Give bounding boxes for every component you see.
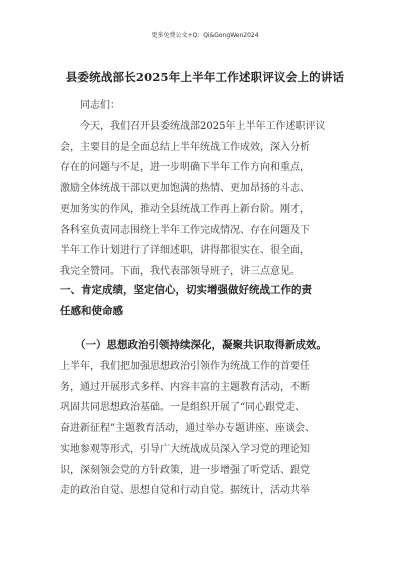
paragraph-line: 实地参观等形式，引导广大统战成员深入学习党的理论知: [60, 443, 310, 455]
paragraph-line: 激励全体统战干部以更加饱满的热情、更加昂扬的斗志、: [60, 183, 310, 195]
paragraph-line: 我完全赞同。下面，我代表部领导班子，讲三点意见。: [60, 265, 300, 277]
watermark-text: 更多免费公文+Q：Qi&GongWen2024: [151, 32, 259, 39]
paragraph-line: 会，主要目的是全面总结上半年统战工作成效，深入分析: [60, 141, 310, 153]
subsection-heading: （一）思想政治引领持续深化，凝聚共识取得新成效。: [75, 339, 327, 351]
paragraph-line: 巩固共同思想政治基础。一是组织开展了“同心跟党走、: [60, 402, 306, 414]
paragraph-line: 上半年，我们把加强思想政治引领作为统战工作的首要任: [60, 361, 310, 372]
paragraph-line: 更加务实的作风，推动全县统战工作再上新台阶。刚才，: [60, 203, 310, 215]
paragraph-line: 今天，我们召开县委统战部2025年上半年工作述职评议: [80, 121, 326, 132]
paragraph-line: 奋进新征程”主题教育活动，通过举办专题讲座、座谈会、: [60, 423, 316, 435]
intro-paragraph: [60, 117, 360, 283]
paragraph-line: 存在的问题与不足，进一步明确下半年工作方向和重点，: [60, 162, 310, 174]
document-title: 县委统战部长2025年上半年工作述职评议会上的讲话: [65, 70, 345, 84]
section-heading-line: 任感和使命感: [60, 305, 123, 317]
paragraph-line: 务，通过开展形式多样、内容丰富的主题教育活动，不断: [60, 381, 310, 393]
section-heading-line: 一、肯定成绩，坚定信心，切实增强做好统战工作的责: [60, 284, 312, 296]
greeting: 同志们：: [80, 100, 120, 111]
paragraph-line: 各科室负责同志围绕上半年工作完成情况、存在问题及下: [60, 224, 310, 236]
paragraph-line: 半年工作计划进行了详细述职，讲得都很实在、很全面，: [60, 245, 310, 257]
paragraph-line: 识，深刻领会党的方针政策，进一步增强了听党话、跟党: [60, 464, 310, 476]
paragraph-line: 走的政治自觉、思想自觉和行动自觉。据统计，活动共举: [60, 485, 310, 497]
body-paragraph: [60, 357, 360, 502]
section-heading: [60, 280, 360, 322]
